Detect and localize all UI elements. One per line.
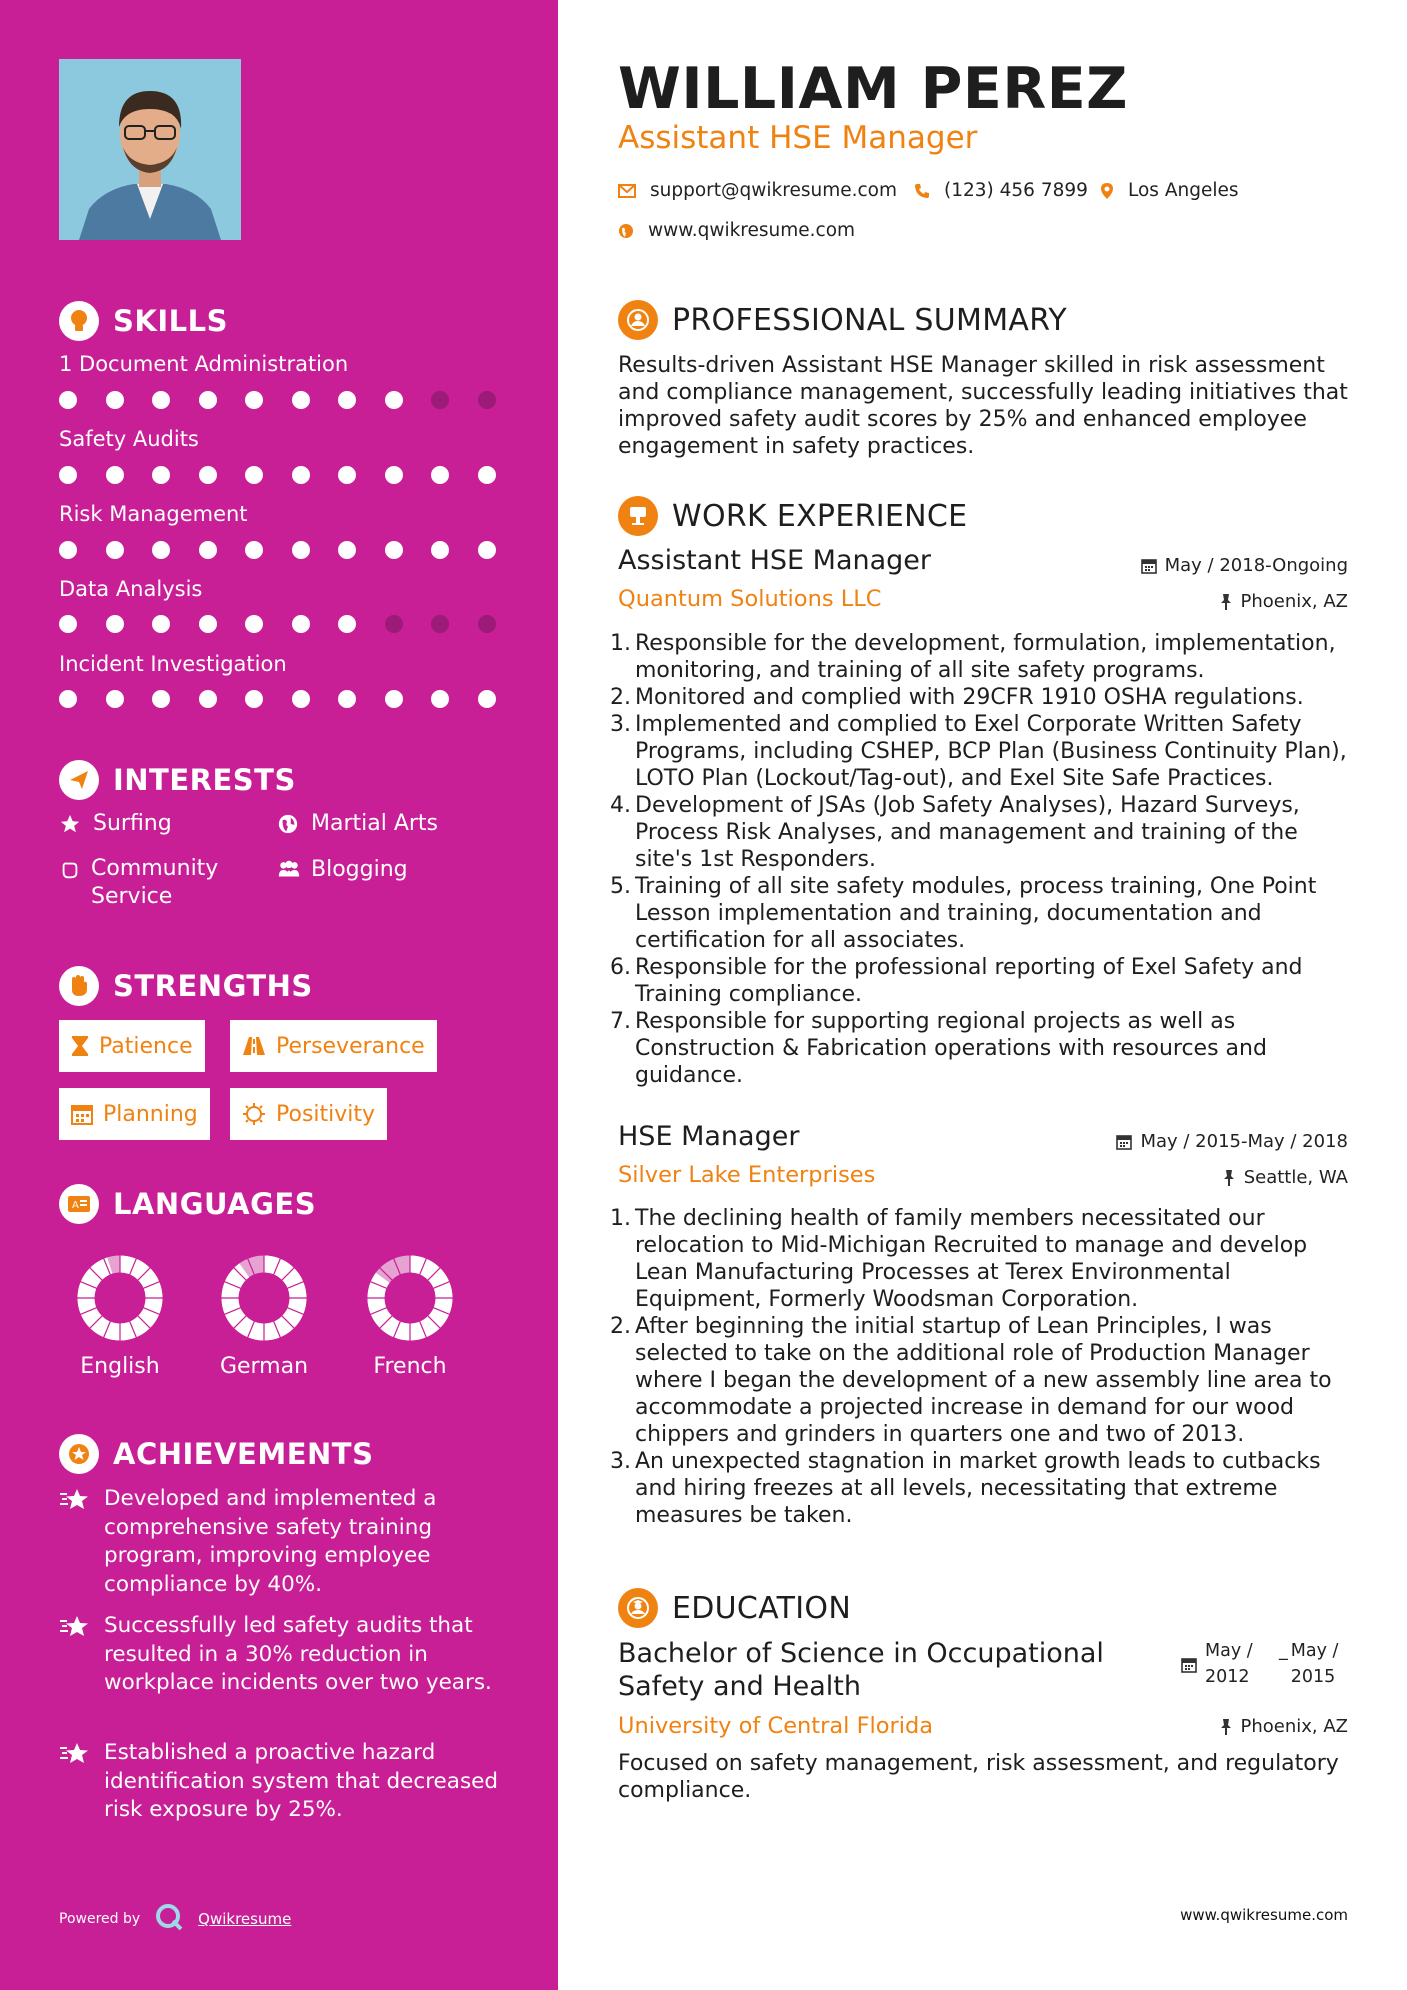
skill-dot [59,615,77,633]
achievements-heading [59,1434,373,1474]
education-dates: May / 2012 _ May / 2015 [1181,1638,1351,1690]
calendar-icon [71,1103,93,1125]
skill-dot [385,615,403,633]
skill-dot [338,541,356,559]
skill-dot [385,690,403,708]
duty-item: 3. Implemented and complied to Exel Corporate Written Safety Programs, including CSHEP, BCP Plan (Business Continuity Plan), LOTO Plan (Lockout/Tag-out), and Exel Site Safe Practices. [610,712,1347,791]
skill-dot [152,541,170,559]
contact-phone[interactable]: (123) 456 7899 [914,180,1088,201]
contact-location: Los Angeles [1100,180,1239,201]
briefcase-icon [618,496,658,536]
language-name: English [80,1354,160,1379]
duty-item: 5. Training of all site safety modules, process training, One Point Lesson implementation and training, documentation and certification for all associates. [610,874,1317,953]
qwikresume-link[interactable]: Qwikresume [198,1910,292,1928]
interests-heading [59,760,296,800]
paper-plane-icon [59,760,99,800]
skill-dot [385,391,403,409]
duty-item: 2. Monitored and complied with 29CFR 1910 OSHA regulations. [610,685,1304,710]
skill-dot [59,690,77,708]
skill-dot [292,541,310,559]
interest-item: Martial Arts [277,811,438,841]
education-heading: EDUCATION [618,1588,851,1628]
skill-dot [478,541,496,559]
language-name: French [373,1354,447,1379]
star-icon [59,811,83,841]
skill-dot [59,541,77,559]
achievement-item: Established a proactive hazard identification system that decreased risk exposure by 25%. [59,1739,499,1825]
summary-heading: PROFESSIONAL SUMMARY [618,300,1067,340]
svg-text:A: A [72,1200,79,1211]
strength-tag: Positivity [230,1088,387,1140]
footer-website[interactable]: www.qwikresume.com [1180,1906,1348,1924]
skill-dot [199,466,217,484]
skill-name: Risk Management [59,502,248,526]
duty-item: 3. An unexpected stagnation in market growth leads to cutbacks and hiring freezes at all levels, necessitating that extreme measures be taken. [610,1449,1321,1528]
skill-dot [59,391,77,409]
duty-item: 1. The declining health of family members necessitated our relocation to Mid-Michigan Recruited to manage and develop Lean Manufacturing Processes at Terex Environmental Equipment, Formerly Woodsman Corporation. [610,1206,1308,1312]
candidate-name: WILLIAM PEREZ [618,56,1128,122]
skill-dot [245,541,263,559]
duty-item: 6. Responsible for the professional reporting of Exel Safety and Training compliance. [610,955,1303,1007]
job-dates: May / 2015-May / 2018 [1116,1131,1348,1152]
hourglass-icon [71,1035,89,1057]
summary-text: Results-driven Assistant HSE Manager skilled in risk assessment and compliance management, successfully leading initiatives that improved safety audit scores by 25% and enhanced employee engagement in safety practices. [618,353,1348,459]
skill-dot [152,615,170,633]
skills-heading [59,301,228,341]
skill-dot [245,391,263,409]
job-title: Assistant HSE Manager [618,545,932,576]
skill-dot [338,466,356,484]
pushpin-icon [1222,1169,1236,1187]
achievement-item: Successfully led safety audits that resulted in a 30% reduction in workplace incidents over two years. [59,1612,499,1698]
experience-heading: WORK EXPERIENCE [618,496,967,536]
shooting-star-icon [59,1485,91,1599]
shooting-star-icon [59,1612,91,1698]
contact-website[interactable]: www.qwikresume.com [618,220,855,241]
job-dates: May / 2018-Ongoing [1141,555,1348,576]
school-name: University of Central Florida [618,1713,934,1739]
contact-email[interactable]: support@qwikresume.com [618,180,897,201]
job-location: Seattle, WA [1222,1167,1348,1188]
duty-item: 1. Responsible for the development, formulation, implementation, monitoring, and training of all site safety programs. [610,631,1336,683]
qwikresume-logo-icon [154,1902,184,1936]
skill-dot [106,466,124,484]
job-company: Quantum Solutions LLC [618,586,882,612]
language-donut [214,1248,314,1348]
calendar-icon [1181,1657,1197,1673]
interest-item: Blogging [277,857,408,887]
education-location: Phoenix, AZ [1219,1716,1349,1737]
languages-title: LANGUAGES [113,1187,317,1221]
achievements-title: ACHIEVEMENTS [113,1437,374,1471]
award-star-icon [59,1434,99,1474]
skill-dot [338,615,356,633]
lightbulb-icon [59,301,99,341]
skill-dot [106,690,124,708]
strengths-heading [59,966,313,1006]
skill-dot [431,615,449,633]
skill-dot [106,391,124,409]
skill-dot [152,466,170,484]
skill-dot [59,466,77,484]
road-icon [242,1036,266,1056]
skill-dot [431,466,449,484]
strength-tag: Perseverance [230,1020,437,1072]
users-icon [277,857,301,887]
calendar-icon [1141,558,1157,574]
skill-dot [292,466,310,484]
phone-icon [914,183,930,199]
profile-photo [59,59,241,240]
job-duties [610,630,1355,1089]
globe-icon [618,223,634,239]
skill-dot [245,466,263,484]
skill-name: 1 Document Administration [59,352,349,376]
job-duties [610,1205,1355,1529]
skill-dot [292,690,310,708]
skill-name: Data Analysis [59,577,203,601]
skill-name: Safety Audits [59,427,199,451]
powered-by: Powered by Qwikresume [59,1902,291,1936]
skill-dot [106,541,124,559]
skill-dot [292,615,310,633]
skill-dot [478,391,496,409]
job-title: HSE Manager [618,1121,800,1152]
skill-dot [152,690,170,708]
skill-dot [385,541,403,559]
skill-name: Incident Investigation [59,652,287,676]
skill-dot [292,391,310,409]
strength-tag: Planning [59,1088,210,1140]
skills-title: SKILLS [113,304,228,338]
interest-item: Community Service [59,857,259,911]
education-description: Focused on safety management, risk assessment, and regulatory compliance. [618,1751,1339,1803]
calendar-icon [1116,1134,1132,1150]
skill-dot [199,690,217,708]
strengths-title: STRENGTHS [113,969,313,1003]
skill-dot [431,391,449,409]
achievement-item: Developed and implemented a comprehensive safety training program, improving employee compliance by 40%. [59,1485,499,1599]
map-pin-icon [1100,182,1114,200]
skill-dot [106,615,124,633]
skill-dot [199,541,217,559]
interests-title: INTERESTS [113,763,296,797]
skill-dot [478,466,496,484]
globe-icon [277,811,301,841]
job-company: Silver Lake Enterprises [618,1162,876,1188]
skill-dot [245,615,263,633]
interest-item: Surfing [59,811,172,841]
sun-icon [242,1102,266,1126]
pushpin-icon [1219,1718,1233,1736]
language-donut [360,1248,460,1348]
candidate-title: Assistant HSE Manager [618,120,978,156]
skill-dot [385,466,403,484]
envelope-icon [618,184,636,198]
duty-item: 4. Development of JSAs (Job Safety Analyses), Hazard Surveys, Process Risk Analyses, and management and training of the site's 1st Responders. [610,793,1300,872]
skill-dot [478,690,496,708]
duty-item: 2. After beginning the initial startup of Lean Principles, I was selected to take on the additional role of Production Manager where I began the development of a new assembly line area to accommodate a projected increase in demand for our wood chippers and grinders in quarters one and two of 2013. [610,1314,1332,1447]
strength-tag: Patience [59,1020,205,1072]
language-name: German [219,1354,309,1379]
shooting-star-icon [59,1739,91,1825]
languages-heading [59,1184,316,1224]
skill-dot [152,391,170,409]
skill-dot [338,690,356,708]
skill-dot [199,615,217,633]
language-donut [70,1248,170,1348]
degree-title: Bachelor of Science in Occupational Safety and Health [618,1638,1104,1702]
graduate-icon [618,1588,658,1628]
skill-dot [338,391,356,409]
skill-dot [245,690,263,708]
fist-icon [59,966,99,1006]
sidebar [0,0,558,1990]
job-location: Phoenix, AZ [1219,591,1349,612]
duty-item: 7. Responsible for supporting regional projects as well as Construction & Fabrication operations with resources and guidance. [610,1009,1267,1088]
skill-dot [478,615,496,633]
user-icon [618,300,658,340]
skill-dot [199,391,217,409]
skill-dot [431,541,449,559]
language-icon [59,1184,99,1224]
hand-icon [59,857,81,887]
skill-dot [431,690,449,708]
pushpin-icon [1219,593,1233,611]
